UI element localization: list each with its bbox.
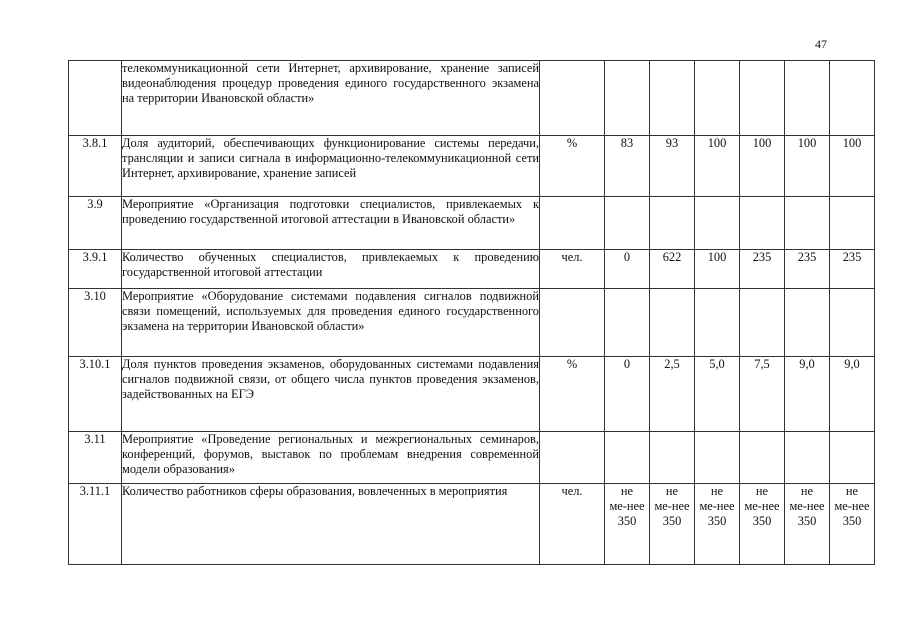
row-value-1 (605, 484, 650, 565)
row-unit: % (540, 357, 605, 432)
row-value-2: 2,5 (650, 357, 695, 432)
row-value-3: 100 (695, 250, 740, 289)
row-description-text: Мероприятие «Оборудование системами подавления сигналов подвижной связи помещений, используемых для проведения единого государственного экзамена на территории Ивановской области» (122, 289, 539, 333)
row-description-text: Мероприятие «Проведение региональных и межрегиональных семинаров, конференций, форумов, выставок по проблемам внедрения современной модели образования» (122, 432, 539, 476)
table-row (69, 136, 875, 197)
value-line: 350 (707, 514, 727, 528)
value-line: 350 (752, 514, 772, 528)
row-number: 3.10 (69, 289, 122, 357)
row-description-text: Доля пунктов проведения экзаменов, оборудованных системами подавления сигналов подвижной связи, от общего числа пунктов проведения экзаменов, задействованных на ЕГЭ (122, 357, 539, 401)
row-value-2 (650, 197, 695, 250)
row-value-4 (740, 197, 785, 250)
value-line: ме-нее (789, 499, 825, 513)
value-line: не (755, 484, 769, 498)
row-description (122, 289, 540, 357)
row-number: 3.9.1 (69, 250, 122, 289)
row-value-5 (785, 289, 830, 357)
row-value-2: 93 (650, 136, 695, 197)
row-unit (540, 197, 605, 250)
row-value-5: 100 (785, 136, 830, 197)
value-line: 350 (797, 514, 817, 528)
row-value-1: 83 (605, 136, 650, 197)
row-value-4 (740, 289, 785, 357)
row-unit (540, 432, 605, 484)
row-value-3: 5,0 (695, 357, 740, 432)
row-number: 3.10.1 (69, 357, 122, 432)
row-number: 3.11.1 (69, 484, 122, 565)
row-value-4 (740, 61, 785, 136)
row-value-2: 622 (650, 250, 695, 289)
row-value-3 (695, 432, 740, 484)
row-number: 3.11 (69, 432, 122, 484)
value-line: ме-нее (654, 499, 690, 513)
value-line: ме-нее (609, 499, 645, 513)
row-number (69, 61, 122, 136)
row-number: 3.9 (69, 197, 122, 250)
row-value-5 (785, 484, 830, 565)
row-value-1 (605, 289, 650, 357)
row-value-4: 100 (740, 136, 785, 197)
row-description-text: Количество работников сферы образования, вовлеченных в мероприятия (122, 484, 508, 498)
table-body (69, 61, 875, 565)
row-description-text: телекоммуникационной сети Интернет, архивирование, хранение записей видеонаблюдения процедур проведения единого государственного экзамена на территории Ивановской области» (122, 61, 539, 105)
row-value-3 (695, 197, 740, 250)
row-value-6 (830, 289, 875, 357)
row-number: 3.8.1 (69, 136, 122, 197)
row-unit (540, 61, 605, 136)
row-description-text: Мероприятие «Организация подготовки специалистов, привлекаемых к проведению государственной итоговой аттестации в Ивановской области» (122, 197, 539, 226)
row-value-3: 100 (695, 136, 740, 197)
table-row (69, 197, 875, 250)
row-value-1 (605, 197, 650, 250)
table-row (69, 484, 875, 565)
row-value-6 (830, 197, 875, 250)
row-value-5 (785, 61, 830, 136)
row-value-5: 9,0 (785, 357, 830, 432)
row-value-2 (650, 432, 695, 484)
row-value-1: 0 (605, 357, 650, 432)
table-row (69, 432, 875, 484)
row-description (122, 61, 540, 136)
row-value-2 (650, 289, 695, 357)
row-value-1 (605, 432, 650, 484)
row-value-4: 7,5 (740, 357, 785, 432)
row-value-3 (695, 289, 740, 357)
row-description (122, 136, 540, 197)
value-line: ме-нее (699, 499, 735, 513)
row-description-text: Количество обученных специалистов, привлекаемых к проведению государственной итоговой аттестации (122, 250, 539, 279)
row-value-6 (830, 61, 875, 136)
row-description (122, 250, 540, 289)
row-value-1: 0 (605, 250, 650, 289)
row-value-6: 9,0 (830, 357, 875, 432)
table-row (69, 357, 875, 432)
value-line: 350 (617, 514, 637, 528)
value-line: не (620, 484, 634, 498)
row-value-1 (605, 61, 650, 136)
value-line: не (665, 484, 679, 498)
row-value-4 (740, 432, 785, 484)
table-row (69, 289, 875, 357)
value-line: 350 (662, 514, 682, 528)
row-description (122, 357, 540, 432)
indicators-table (68, 60, 875, 565)
row-value-5 (785, 432, 830, 484)
value-line: 350 (842, 514, 862, 528)
row-description (122, 484, 540, 565)
row-description (122, 197, 540, 250)
table-row (69, 61, 875, 136)
row-value-6 (830, 432, 875, 484)
row-description (122, 432, 540, 484)
page-number: 47 (815, 37, 827, 51)
row-description-text: Доля аудиторий, обеспечивающих функционирование системы передачи, трансляции и записи сигнала в информационно-телекоммуникационной сети Интернет, архивирование, хранение записей (122, 136, 539, 180)
row-unit: % (540, 136, 605, 197)
row-value-2 (650, 61, 695, 136)
value-line: ме-нее (834, 499, 870, 513)
row-value-6 (830, 484, 875, 565)
value-line: ме-нее (744, 499, 780, 513)
row-value-4: 235 (740, 250, 785, 289)
row-value-4 (740, 484, 785, 565)
value-line: не (845, 484, 859, 498)
row-value-6: 235 (830, 250, 875, 289)
row-value-3 (695, 61, 740, 136)
row-value-6: 100 (830, 136, 875, 197)
row-unit: чел. (540, 250, 605, 289)
table-row (69, 250, 875, 289)
row-unit: чел. (540, 484, 605, 565)
row-value-3 (695, 484, 740, 565)
row-value-5 (785, 197, 830, 250)
row-value-2 (650, 484, 695, 565)
row-value-5: 235 (785, 250, 830, 289)
value-line: не (800, 484, 814, 498)
row-unit (540, 289, 605, 357)
value-line: не (710, 484, 724, 498)
